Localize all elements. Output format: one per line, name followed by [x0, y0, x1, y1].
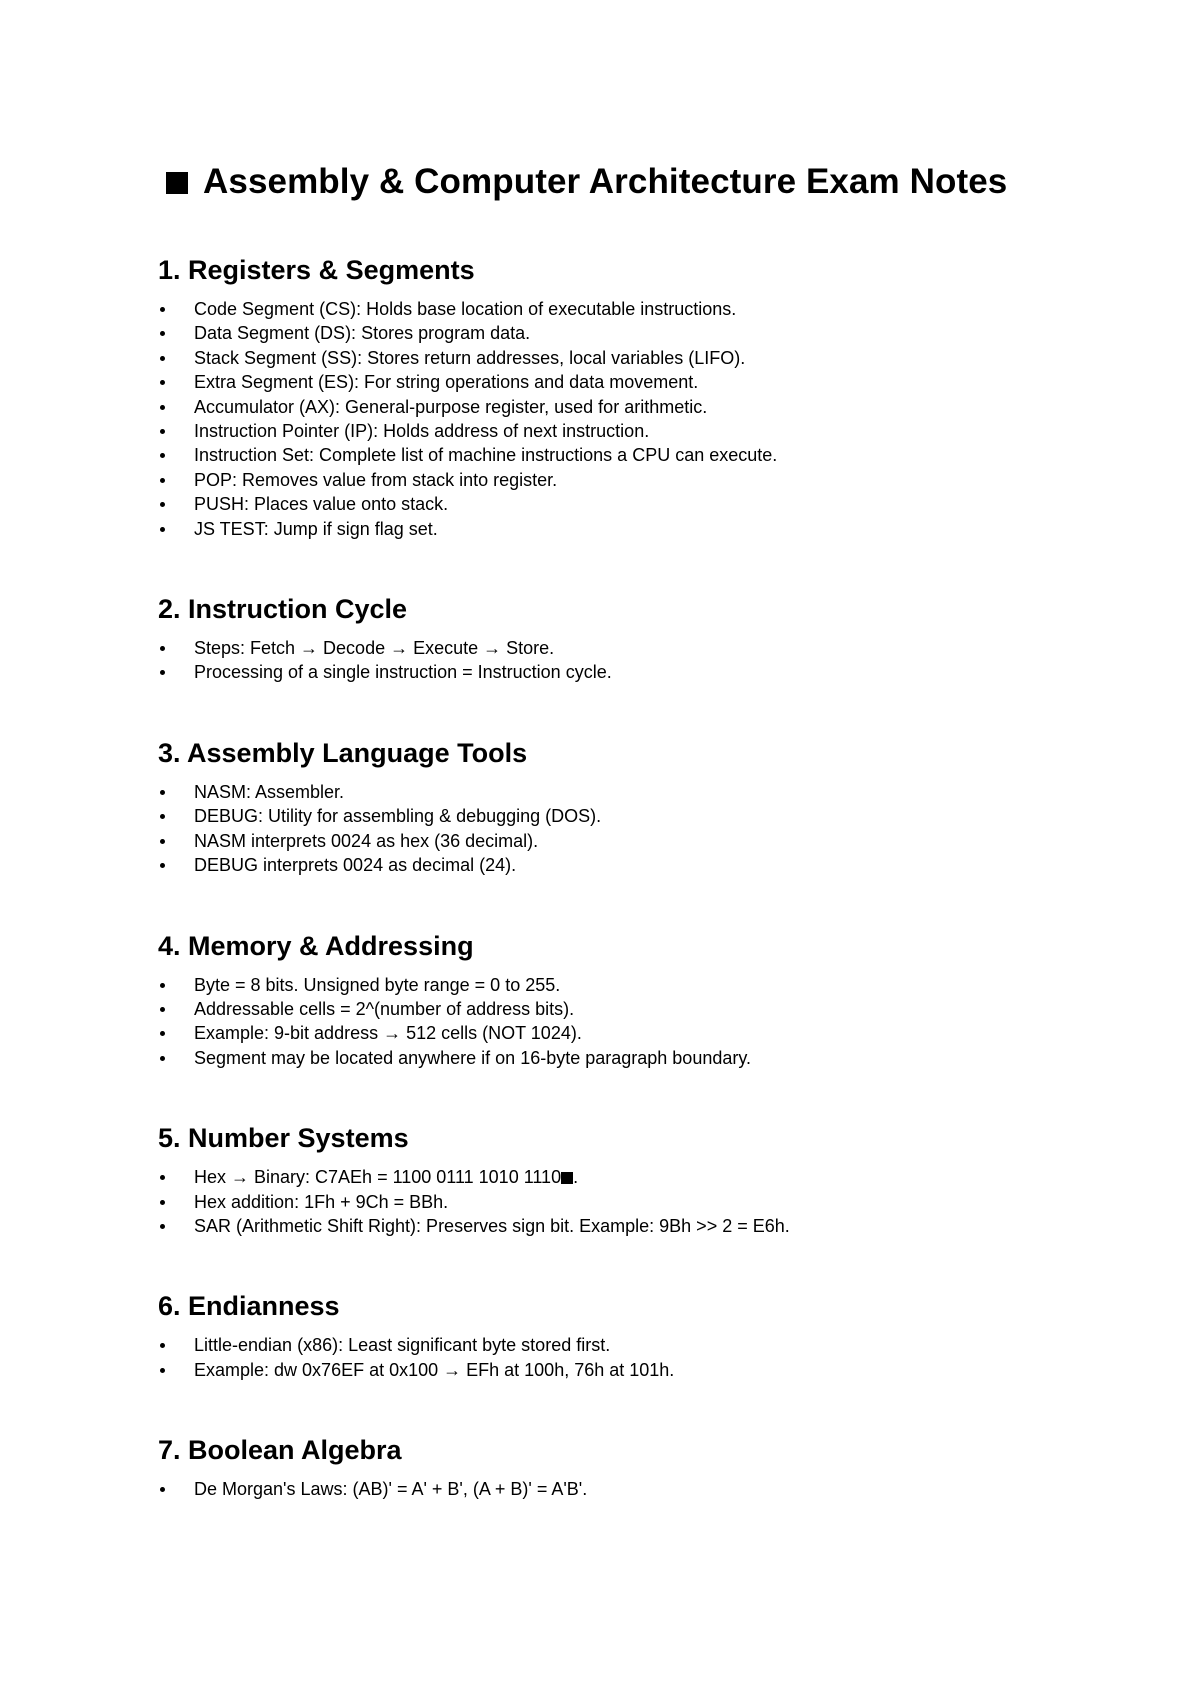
- list-item: [158, 1021, 1118, 1045]
- list-item: [158, 517, 1118, 541]
- bullet-icon: [160, 429, 165, 434]
- list-item: [158, 1333, 1118, 1357]
- list-item-text: POP: Removes value from stack into register.: [194, 469, 558, 490]
- section-heading: 1. Registers & Segments: [158, 255, 475, 285]
- bullet-icon: [160, 331, 165, 336]
- bullet-icon: [160, 380, 165, 385]
- list-item-text: Example: 9-bit address → 512 cells (NOT 1024).: [194, 1023, 582, 1044]
- list-item: [158, 297, 1118, 321]
- list-item-text: DEBUG: Utility for assembling & debugging (DOS).: [194, 806, 602, 827]
- list-item: [158, 1214, 1118, 1238]
- section-heading: 2. Instruction Cycle: [158, 594, 408, 625]
- bullet-icon: [160, 1487, 165, 1492]
- list-item: [158, 370, 1118, 394]
- list-item-text: Instruction Set: Complete list of machine instructions a CPU can execute.: [194, 445, 778, 466]
- list-item-text: JS TEST: Jump if sign flag set.: [194, 518, 438, 539]
- list-item-text: Accumulator (AX): General-purpose register, used for arithmetic.: [194, 396, 708, 417]
- bullet-list: [158, 297, 1118, 541]
- list-item-text: NASM: Assembler.: [194, 781, 345, 802]
- bullet-list: [158, 780, 1118, 878]
- list-item-text: Data Segment (DS): Stores program data.: [194, 323, 531, 344]
- bullet-icon: [160, 646, 165, 651]
- bullet-icon: [160, 502, 165, 507]
- list-item: [158, 997, 1118, 1021]
- list-item: [158, 853, 1118, 877]
- list-item-text: Extra Segment (ES): For string operations and data movement.: [194, 372, 699, 393]
- list-item-text: Addressable cells = 2^(number of address bits).: [194, 998, 575, 1019]
- bullet-icon: [160, 405, 165, 410]
- list-item: [158, 1165, 1118, 1189]
- section-assembly-tools: [158, 736, 1118, 878]
- bullet-icon: [160, 1343, 165, 1348]
- bullet-icon: [160, 1224, 165, 1229]
- list-item-text: Processing of a single instruction = Instruction cycle.: [194, 662, 612, 683]
- list-item-text: Little-endian (x86): Least significant byte stored first.: [194, 1335, 611, 1356]
- bullet-list: [158, 973, 1118, 1071]
- document-title-text: Assembly & Computer Architecture Exam Notes: [203, 162, 1008, 201]
- list-item-text: Example: dw 0x76EF at 0x100 → EFh at 100h, 76h at 101h.: [194, 1359, 675, 1380]
- bullet-icon: [160, 1175, 165, 1180]
- bullet-icon: [160, 814, 165, 819]
- bullet-list: [158, 1165, 1118, 1238]
- list-item-text: PUSH: Places value onto stack.: [194, 494, 449, 515]
- bullet-icon: [160, 863, 165, 868]
- list-item-suffix: .: [573, 1167, 579, 1188]
- list-item-text: Hex addition: 1Fh + 9Ch = BBh.: [194, 1191, 449, 1212]
- list-item-text: Code Segment (CS): Holds base location of executable instructions.: [194, 299, 737, 319]
- list-item-text: Segment may be located anywhere if on 16-byte paragraph boundary.: [194, 1047, 752, 1068]
- section-memory-addressing: [158, 929, 1118, 1071]
- black-square-icon: [166, 172, 188, 194]
- section-endianness: [158, 1289, 1118, 1382]
- list-item-text: SAR (Arithmetic Shift Right): Preserves sign bit. Example: 9Bh >> 2 = E6h.: [194, 1215, 790, 1236]
- bullet-icon: [160, 356, 165, 361]
- bullet-icon: [160, 983, 165, 988]
- list-item-text: Byte = 8 bits. Unsigned byte range = 0 to 255.: [194, 974, 561, 995]
- list-item: [158, 804, 1118, 828]
- section-boolean-algebra: [158, 1433, 1118, 1501]
- bullet-icon: [160, 307, 165, 312]
- list-item-text: De Morgan's Laws: (AB)' = A' + B', (A + B)' = A'B'.: [194, 1479, 588, 1500]
- list-item: [158, 443, 1118, 467]
- section-heading: 6. Endianness: [158, 1291, 340, 1322]
- bullet-icon: [160, 1368, 165, 1373]
- list-item: [158, 829, 1118, 853]
- list-item: [158, 1046, 1118, 1070]
- list-item-text: NASM interprets 0024 as hex (36 decimal).: [194, 830, 539, 851]
- section-registers-segments: [158, 253, 1118, 541]
- bullet-list: [158, 1333, 1118, 1382]
- list-item: [158, 346, 1118, 370]
- bullet-list: [158, 636, 1118, 685]
- list-item: [158, 1190, 1118, 1214]
- bullet-icon: [160, 670, 165, 675]
- list-item-text: Stack Segment (SS): Stores return addresses, local variables (LIFO).: [194, 347, 746, 368]
- list-item: [158, 492, 1118, 516]
- section-heading: 3. Assembly Language Tools: [158, 737, 528, 768]
- bullet-icon: [160, 1056, 165, 1061]
- list-item: [158, 468, 1118, 492]
- bullet-icon: [160, 527, 165, 532]
- section-number-systems: [158, 1121, 1118, 1238]
- document-page: [158, 160, 1118, 1502]
- list-item-text: Steps: Fetch → Decode → Execute → Store.: [194, 638, 555, 659]
- bullet-icon: [160, 1007, 165, 1012]
- list-item: [158, 780, 1118, 804]
- list-item: [158, 973, 1118, 997]
- list-item: [158, 395, 1118, 419]
- list-item-text: Hex → Binary: C7AEh = 1100 0111 1010 1110: [194, 1167, 562, 1188]
- section-heading: 4. Memory & Addressing: [158, 930, 474, 961]
- list-item-text: Instruction Pointer (IP): Holds address of next instruction.: [194, 421, 650, 442]
- list-item: [158, 636, 1118, 660]
- list-item: [158, 1477, 1118, 1501]
- document-title: [158, 160, 1118, 204]
- bullet-icon: [160, 839, 165, 844]
- bullet-icon: [160, 1031, 165, 1036]
- list-item: [158, 660, 1118, 684]
- section-heading: 5. Number Systems: [158, 1123, 409, 1154]
- bullet-icon: [160, 790, 165, 795]
- section-heading: 7. Boolean Algebra: [158, 1435, 402, 1466]
- bullet-list: [158, 1477, 1118, 1501]
- bullet-icon: [160, 453, 165, 458]
- list-item: [158, 321, 1118, 345]
- section-instruction-cycle: [158, 592, 1118, 685]
- bullet-icon: [160, 1200, 165, 1205]
- list-item: [158, 1358, 1118, 1382]
- list-item-text: DEBUG interprets 0024 as decimal (24).: [194, 855, 517, 876]
- list-item: [158, 419, 1118, 443]
- bullet-icon: [160, 478, 165, 483]
- black-square-icon: [561, 1172, 573, 1184]
